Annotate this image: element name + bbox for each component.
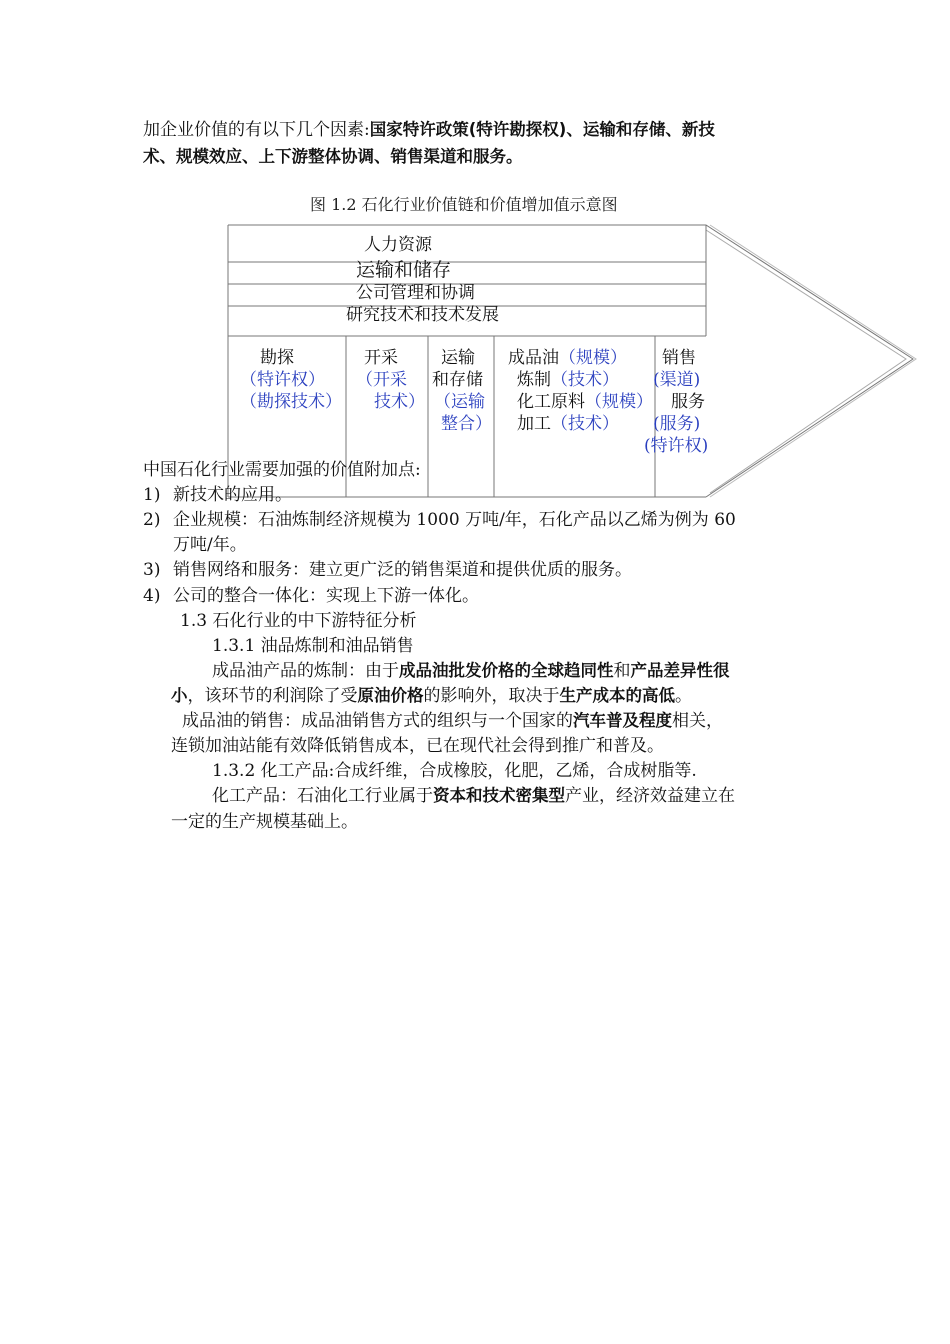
- p3-c: 产业，经济效益建立在: [565, 786, 735, 806]
- p2-b: 汽车普及程度: [573, 711, 672, 730]
- sales-title: 销售: [662, 348, 696, 368]
- list-text: 企业规模：石油炼制经济规模为 1000 万吨/年，石化产品以乙烯为例为 60: [173, 510, 736, 530]
- refine-line-4: [517, 413, 619, 435]
- refine-l2: 炼制: [517, 370, 551, 390]
- list-num: 3): [143, 560, 161, 580]
- p1-a: 成品油产品的炼制：由于: [212, 661, 399, 681]
- explore-title: 勘探: [260, 348, 294, 368]
- transport-sub1: （运输: [434, 392, 485, 412]
- refine-title-sub: （规模）: [559, 348, 627, 368]
- paragraph-1-line-2: [171, 684, 692, 708]
- p1-f: ，该环节的利润除了受: [187, 686, 358, 706]
- intro-bold-1: 国家特许政策(特许勘探权)、运输和存储、新技: [369, 120, 715, 139]
- p1-g: 原油价格: [357, 686, 424, 705]
- sales-sub3: (特许权): [644, 436, 709, 456]
- paragraph-3-line-1: [212, 784, 735, 808]
- refine-line-3: [517, 391, 653, 413]
- refine-l3: 化工原料: [517, 392, 585, 412]
- list-item-4: [143, 584, 479, 608]
- p2-a: 成品油的销售：成品油销售方式的组织与一个国家的: [182, 711, 573, 731]
- paragraph-1-line-1: [212, 659, 730, 683]
- intro-bold-2: 术、规模效应、上下游整体协调、销售渠道和服务。: [143, 147, 523, 166]
- mining-sub1: （开采: [356, 370, 407, 390]
- section-1-3-2: 1.3.2 化工产品:合成纤维，合成橡胶，化肥，乙烯，合成树脂等.: [212, 761, 697, 781]
- transport-sub2: 整合）: [441, 414, 492, 434]
- sales-sub1: (渠道): [653, 370, 701, 390]
- support-row-research: 研究技术和技术发展: [346, 305, 499, 325]
- intro-normal: 加企业价值的有以下几个因素:: [143, 120, 370, 140]
- explore-sub2: （勘探技术）: [240, 392, 342, 412]
- list-item-3: [143, 558, 632, 582]
- p1-i: 生产成本的高低: [559, 686, 675, 705]
- figure-caption: 图 1.2 石化行业价值链和价值增加值示意图: [310, 195, 618, 214]
- list-num: 4): [143, 586, 161, 606]
- mining-sub2: 技术）: [374, 392, 425, 412]
- section-1-3: 1.3 石化行业的中下游特征分析: [180, 611, 417, 631]
- list-num: 1): [143, 485, 161, 505]
- sales-l3: 服务: [671, 392, 705, 412]
- mining-title: 开采: [364, 348, 398, 368]
- list-item-2: [143, 508, 736, 532]
- p1-j: 。: [675, 686, 692, 706]
- refine-line-1: [508, 347, 627, 369]
- p2-c: 相关，: [672, 711, 723, 731]
- p3-a: 化工产品：石油化工行业属于: [212, 786, 433, 806]
- transport-line2: 和存储: [432, 370, 483, 390]
- p1-e: 小: [171, 686, 188, 705]
- list-item-2-cont: 万吨/年。: [173, 535, 247, 555]
- support-row-transport: 运输和储存: [356, 259, 452, 281]
- list-text: 新技术的应用。: [173, 485, 292, 505]
- list-item-1: [143, 483, 292, 507]
- paragraph-3-line-2: 一定的生产规模基础上。: [171, 812, 358, 832]
- refine-l3-sub: （规模）: [585, 392, 653, 412]
- list-text: 公司的整合一体化：实现上下游一体化。: [173, 586, 479, 606]
- paragraph-2-line-1: [182, 709, 723, 733]
- refine-l2-sub: （技术）: [551, 370, 619, 390]
- section-1-3-1: 1.3.1 油品炼制和油品销售: [212, 636, 414, 656]
- explore-sub1: （特许权）: [240, 370, 325, 390]
- paragraph-2-line-2: 连锁加油站能有效降低销售成本，已在现代社会得到推广和普及。: [171, 736, 664, 756]
- p3-b: 资本和技术密集型: [433, 786, 565, 805]
- refine-l4: 加工: [517, 414, 551, 434]
- p1-b: 成品油批发价格的全球趋同性: [399, 661, 614, 680]
- list-text: 销售网络和服务：建立更广泛的销售渠道和提供优质的服务。: [173, 560, 632, 580]
- value-chain-diagram: [0, 0, 950, 520]
- list-num: 2): [143, 510, 161, 530]
- p1-d: 产品差异性很: [630, 661, 730, 680]
- refine-line-2: [517, 369, 619, 391]
- p1-h: 的影响外，取决于: [423, 686, 560, 706]
- p1-c: 和: [613, 661, 631, 681]
- sales-sub2: (服务): [653, 414, 701, 434]
- need-heading: 中国石化行业需要加强的价值附加点:: [143, 460, 421, 480]
- support-row-hr: 人力资源: [364, 235, 432, 255]
- transport-title: 运输: [441, 348, 475, 368]
- refine-title: 成品油: [508, 348, 559, 368]
- refine-l4-sub: （技术）: [551, 414, 619, 434]
- support-row-management: 公司管理和协调: [356, 283, 475, 303]
